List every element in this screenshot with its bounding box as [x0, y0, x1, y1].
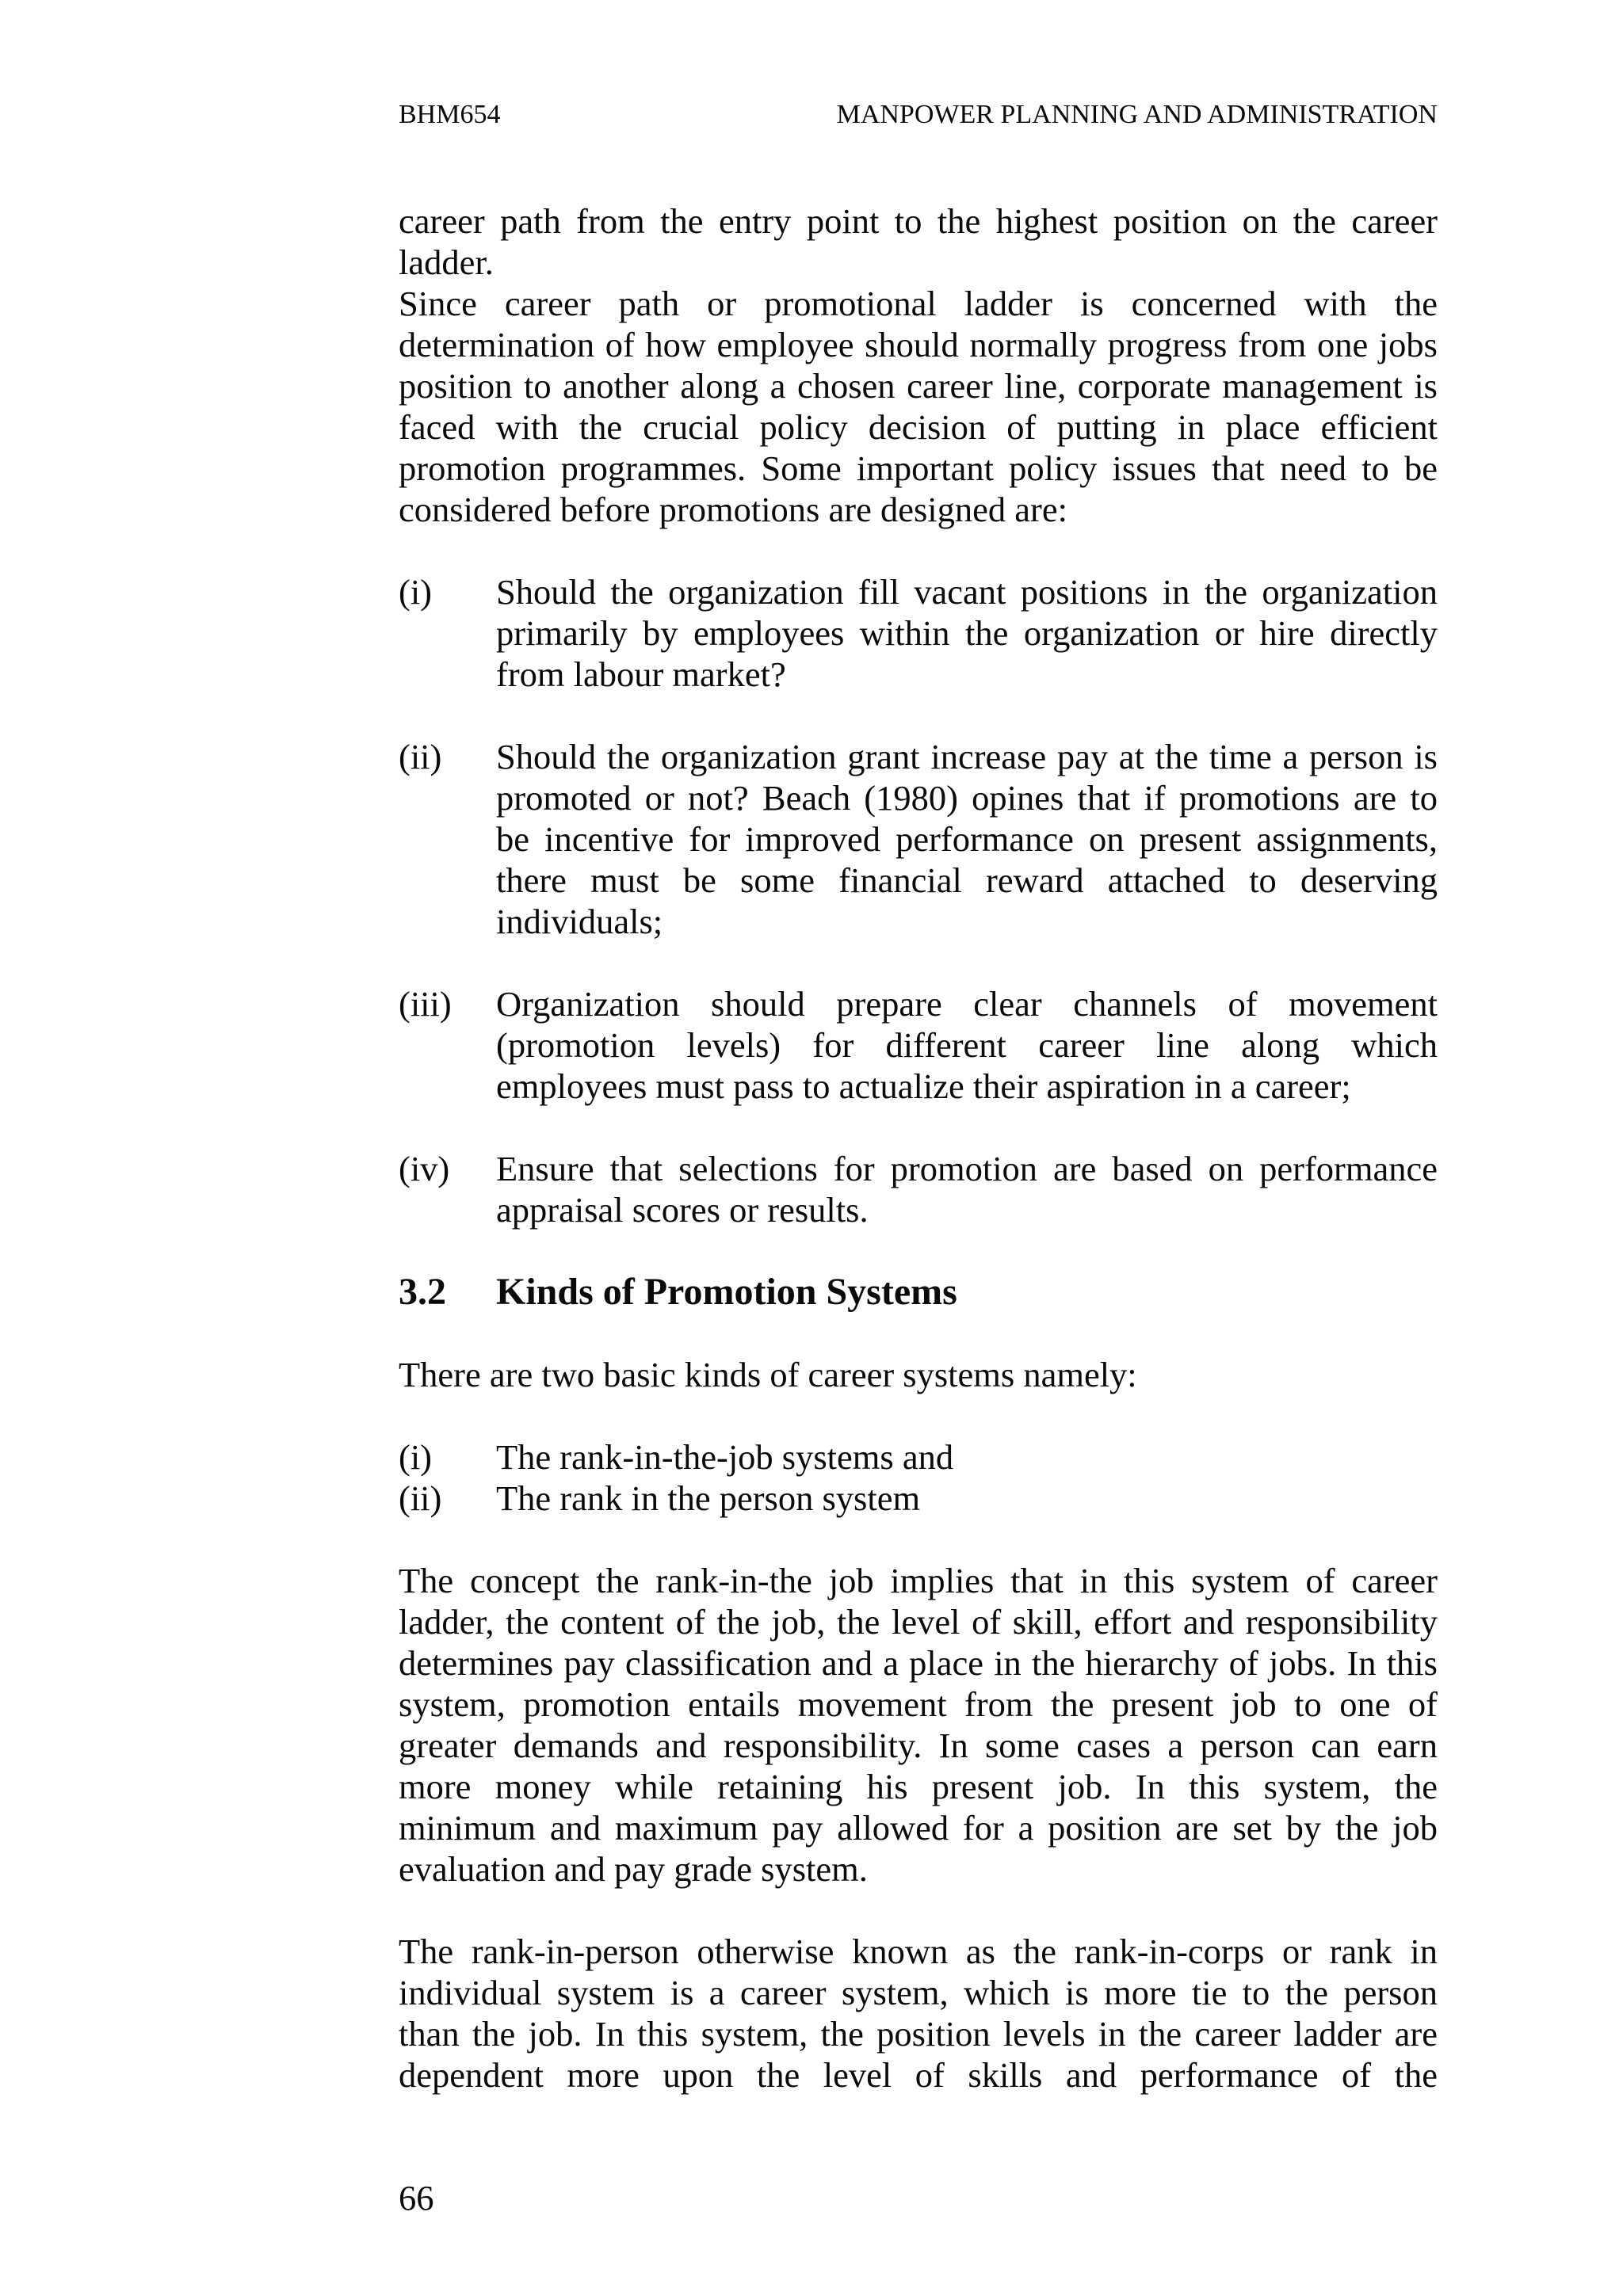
paragraph-rank-in-job	[399, 1560, 1438, 1890]
list-marker: (i)	[399, 572, 433, 612]
running-header	[399, 99, 1438, 131]
list-item-text	[496, 983, 1438, 1107]
section-heading	[399, 1272, 1438, 1313]
paragraph-line: determination of how employee should normally progress from one jobs	[399, 325, 1438, 364]
list-item-text	[496, 736, 1438, 942]
paragraph-line: minimum and maximum pay allowed for a position are set by the job	[399, 1808, 1438, 1848]
paragraph-line: greater demands and responsibility. In some cases a person can earn	[399, 1726, 1438, 1765]
list-item-line: Ensure that selections for promotion are based on performance	[496, 1149, 1438, 1188]
systems-intro: There are two basic kinds of career systems namely:	[399, 1355, 1137, 1394]
policy-issue-item	[399, 983, 1438, 1107]
paragraph-line: The concept the rank-in-the job implies that in this system of career	[399, 1561, 1438, 1600]
paragraph-line: than the job. In this system, the position levels in the career ladder are	[399, 2014, 1438, 2054]
paragraph-line: ladder.	[399, 242, 494, 282]
section-title: Kinds of Promotion Systems	[496, 1271, 957, 1313]
paragraph-line: faced with the crucial policy decision of putting in place efficient	[399, 407, 1438, 447]
paragraph-line: position to another along a chosen career line, corporate management is	[399, 366, 1438, 406]
list-item-line: primarily by employees within the organization or hire directly	[496, 613, 1438, 653]
paragraph-line: ladder, the content of the job, the level of skill, effort and responsibility	[399, 1602, 1438, 1642]
paragraph-line: Since career path or promotional ladder is concerned with the	[399, 284, 1438, 323]
paragraph-line: determines pay classification and a place in the hierarchy of jobs. In this	[399, 1643, 1438, 1683]
list-item-line: Should the organization grant increase pay at the time a person is	[496, 737, 1438, 776]
list-item-line: individuals;	[496, 902, 663, 941]
policy-issue-item	[399, 571, 1438, 695]
list-item-line: Should the organization fill vacant positions in the organization	[496, 572, 1438, 612]
paragraph-career-path	[399, 200, 1438, 530]
paragraph-line: evaluation and pay grade system.	[399, 1849, 868, 1889]
list-marker: (ii)	[399, 737, 442, 776]
list-item-line: be incentive for improved performance on present assignments,	[496, 819, 1438, 859]
paragraph-rank-in-person	[399, 1931, 1438, 2096]
course-title: MANPOWER PLANNING AND ADMINISTRATION	[836, 100, 1438, 129]
list-item-text	[496, 1478, 1438, 1519]
list-item-line: promoted or not? Beach (1980) opines that if promotions are to	[496, 778, 1438, 818]
list-item-text	[496, 571, 1438, 695]
list-item-line: employees must pass to actualize their aspiration in a career;	[496, 1066, 1351, 1106]
list-item-line: there must be some financial reward attached to deserving	[496, 860, 1438, 900]
paragraph-line: dependent more upon the level of skills and performance of the	[399, 2055, 1438, 2095]
list-item-line: from labour market?	[496, 654, 786, 694]
career-system-item	[399, 1436, 1438, 1478]
paragraph-line: individual system is a career system, which is more tie to the person	[399, 1973, 1438, 2012]
paragraph-line: The rank-in-person otherwise known as the rank-in-corps or rank in	[399, 1932, 1438, 1971]
paragraph-line: considered before promotions are designed are:	[399, 490, 1067, 529]
career-system-item	[399, 1478, 1438, 1519]
course-code: BHM654	[399, 100, 501, 129]
page-body	[399, 200, 1438, 2096]
page-number: 66	[399, 2178, 434, 2218]
policy-issue-item	[399, 1148, 1438, 1230]
list-marker: (i)	[399, 1437, 433, 1477]
list-marker: (iv)	[399, 1149, 450, 1188]
paragraph-line: career path from the entry point to the highest position on the career	[399, 201, 1438, 241]
list-marker: (iii)	[399, 984, 452, 1024]
list-item-line: The rank in the person system	[496, 1478, 921, 1518]
list-item-line: appraisal scores or results.	[496, 1190, 869, 1230]
list-item-text	[496, 1436, 1438, 1478]
policy-issue-item	[399, 736, 1438, 942]
list-item-line: (promotion levels) for different career line along which	[496, 1025, 1438, 1065]
paragraph-line: promotion programmes. Some important policy issues that need to be	[399, 448, 1438, 488]
paragraph-line: system, promotion entails movement from the present job to one of	[399, 1684, 1438, 1724]
section-number: 3.2	[399, 1271, 446, 1313]
list-item-line: The rank-in-the-job systems and	[496, 1437, 954, 1477]
list-item-line: Organization should prepare clear channels of movement	[496, 984, 1438, 1024]
list-item-text	[496, 1148, 1438, 1230]
list-marker: (ii)	[399, 1478, 442, 1518]
paragraph-line: more money while retaining his present job. In this system, the	[399, 1767, 1438, 1806]
